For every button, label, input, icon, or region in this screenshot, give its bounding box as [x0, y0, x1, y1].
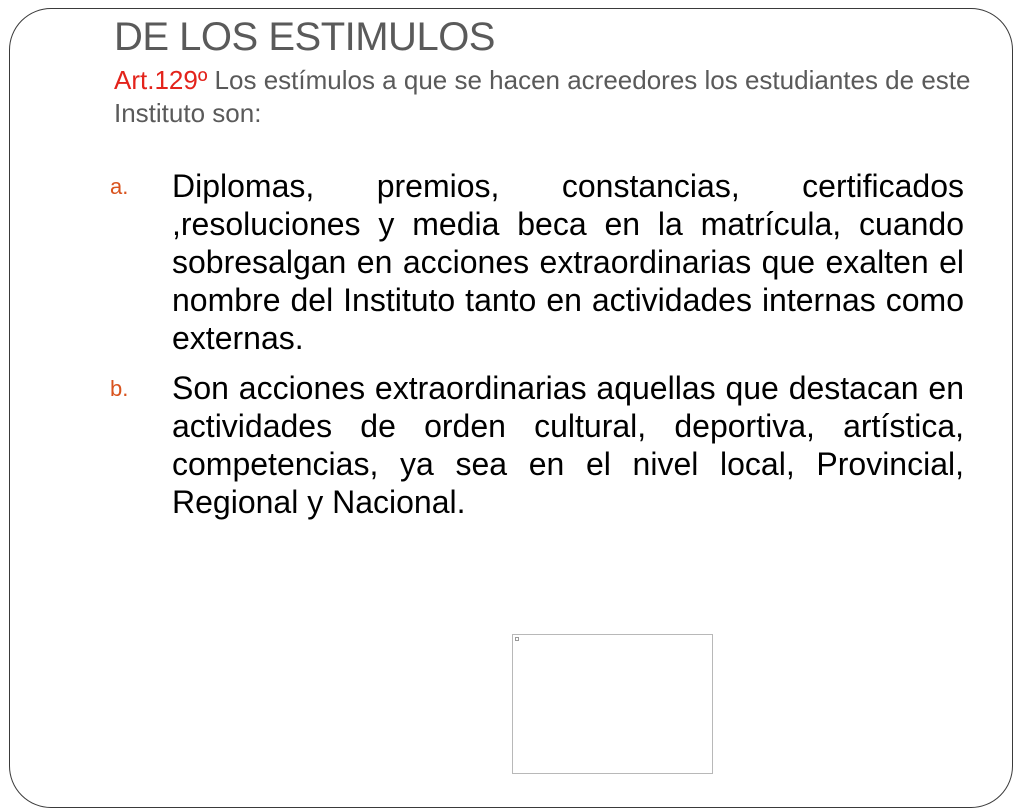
list-marker: b.	[110, 376, 129, 401]
article-number: Art.129º	[114, 65, 208, 95]
article-intro: Los estímulos a que se hacen acreedores los estudiantes de este Instituto son:	[114, 65, 971, 128]
list-item-text: Diplomas, premios, constancias, certificados ,resoluciones y media beca en la matrícula, cuando sobresalgan en acciones extraordinarias que exalten el nombre del Instituto tanto en actividades internas como externas.	[172, 168, 964, 356]
slide-title-block	[114, 16, 994, 130]
image-placeholder	[512, 634, 713, 774]
article-heading	[114, 64, 994, 130]
slide-title: DE LOS ESTIMULOS	[114, 15, 495, 59]
list-item-text: Son acciones extraordinarias aquellas que destacan en actividades de orden cultural, deportiva, artística, competencias, ya sea en el nivel local, Provincial, Regional y Nacional.	[172, 370, 964, 520]
list-marker: a.	[110, 174, 129, 199]
list-item-b	[100, 369, 964, 521]
list-item-a	[100, 167, 964, 357]
broken-image-icon	[515, 637, 519, 641]
stimulus-list	[100, 167, 964, 533]
